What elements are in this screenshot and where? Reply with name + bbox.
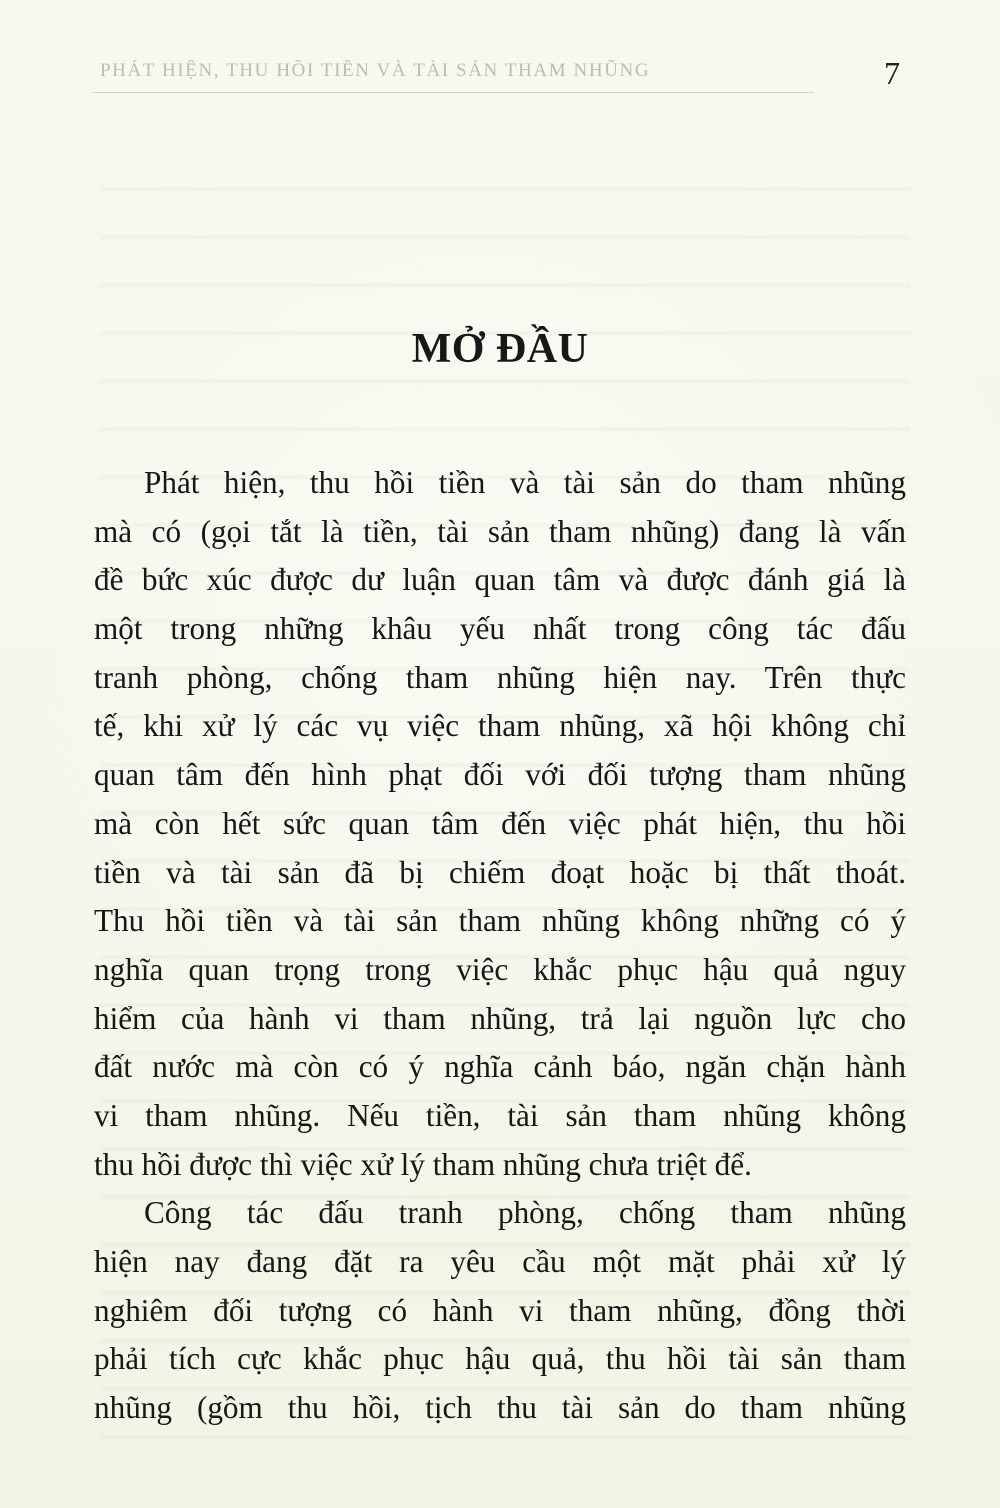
paragraph-line: mà có (gọi tắt là tiền, tài sản tham nhũng) đang là vấn: [94, 513, 906, 549]
paragraph-line: thu hồi được thì việc xử lý tham nhũng chưa triệt để.: [94, 1146, 752, 1182]
paragraph-line: nghĩa quan trọng trong việc khắc phục hậu quả nguy: [94, 951, 906, 987]
paragraph-line: tiền và tài sản đã bị chiếm đoạt hoặc bị thất thoát.: [94, 854, 906, 890]
running-header: PHÁT HIỆN, THU HỒI TIỀN VÀ TÀI SẢN THAM NHŨNG: [100, 60, 651, 81]
paragraph-line: tranh phòng, chống tham nhũng hiện nay. Trên thực: [94, 659, 906, 695]
paragraph-line: tế, khi xử lý các vụ việc tham nhũng, xã hội không chỉ: [94, 708, 906, 744]
paragraph-line: hiểm của hành vi tham nhũng, trả lại nguồn lực cho: [94, 1000, 906, 1036]
body-text: [94, 459, 906, 1433]
paragraph-line: vi tham nhũng. Nếu tiền, tài sản tham nhũng không: [94, 1097, 906, 1133]
paragraph-line: Phát hiện, thu hồi tiền và tài sản do tham nhũng: [144, 465, 906, 500]
paragraph-1: [94, 459, 906, 1189]
page-number: 7: [884, 55, 900, 91]
paragraph-line: một trong những khâu yếu nhất trong công tác đấu: [94, 611, 906, 647]
paragraph-line: phải tích cực khắc phục hậu quả, thu hồi tài sản tham: [94, 1341, 906, 1377]
paragraph-2: [94, 1189, 906, 1432]
paragraph-line: đất nước mà còn có ý nghĩa cảnh báo, ngăn chặn hành: [94, 1049, 906, 1085]
paragraph-line: đề bức xúc được dư luận quan tâm và được đánh giá là: [94, 562, 906, 598]
paragraph-line: Công tác đấu tranh phòng, chống tham nhũng: [144, 1195, 906, 1231]
chapter-title: MỞ ĐẦU: [411, 326, 589, 372]
paragraph-line: nghiêm đối tượng có hành vi tham nhũng, đồng thời: [94, 1292, 906, 1328]
header-rule: [92, 92, 814, 93]
paragraph-line: Thu hồi tiền và tài sản tham nhũng không những có ý: [94, 903, 906, 939]
paragraph-line: nhũng (gồm thu hồi, tịch thu tài sản do tham nhũng: [94, 1390, 906, 1426]
paragraph-line: hiện nay đang đặt ra yêu cầu một mặt phải xử lý: [94, 1244, 906, 1279]
paragraph-line: mà còn hết sức quan tâm đến việc phát hiện, thu hồi: [94, 805, 906, 841]
paragraph-line: quan tâm đến hình phạt đối với đối tượng tham nhũng: [94, 757, 906, 793]
